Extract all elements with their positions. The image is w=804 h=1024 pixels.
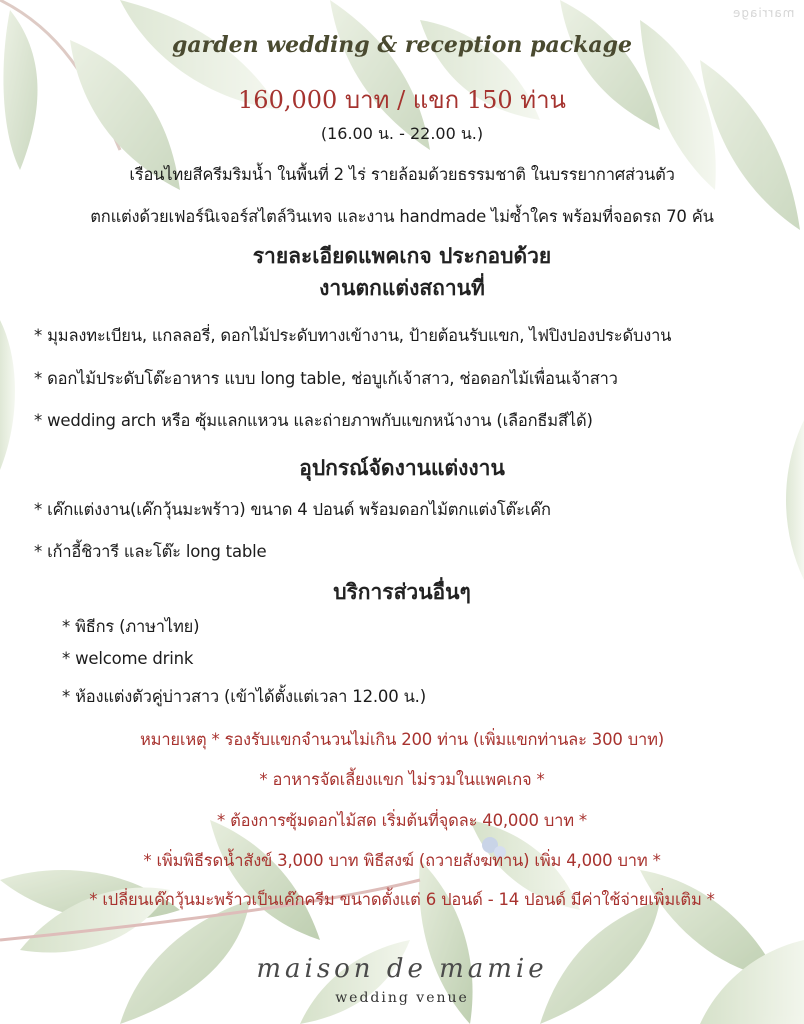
note-line: * เพิ่มพิธีรดน้ำสังข์ 3,000 บาท พิธีสงฆ์ (ถวายสังฆทาน) เพิ่ม 4,000 บาท * <box>143 851 661 870</box>
list-item: * พิธีกร (ภาษาไทย) <box>62 617 200 636</box>
note-line: * เปลี่ยนเค๊กวุ้นมะพร้าวเป็นเค๊กครีม ขนาดตั้งแต่ 6 ปอนด์ - 14 ปอนด์ มีค่าใช้จ่ายเพิ่มเติม * <box>89 890 715 909</box>
intro-line: ตกแต่งด้วยเฟอร์นิเจอร์สไตล์วินเทจ และงาน handmade ไม่ซ้ำใคร พร้อมที่จอดรถ 70 คัน <box>90 207 714 226</box>
section-heading-decoration: งานตกแต่งสถานที่ <box>319 276 485 300</box>
section-heading-services: บริการส่วนอื่นๆ <box>333 580 471 604</box>
intro-line: เรือนไทยสีครีมริมน้ำ ในพื้นที่ 2 ไร่ รายล้อมด้วยธรรมชาติ ในบรรยากาศส่วนตัว <box>129 165 675 184</box>
package-price: 160,000 บาท / แขก 150 ท่าน <box>238 86 566 114</box>
brand-logo: maison de mamie <box>256 954 548 984</box>
package-title: garden wedding & reception package <box>171 32 632 58</box>
list-item: * ห้องแต่งตัวคู่บ่าวสาว (เข้าได้ตั้งแต่เวลา 12.00 น.) <box>62 687 426 706</box>
list-item: * ดอกไม้ประดับโต๊ะอาหาร แบบ long table, ช่อบูเก้เจ้าสาว, ช่อดอกไม้เพื่อนเจ้าสาว <box>34 369 618 388</box>
section-heading-equipment: อุปกรณ์จัดงานแต่งงาน <box>299 456 505 480</box>
list-item: * เก้าอี้ชิวารี และโต๊ะ long table <box>34 542 267 561</box>
event-hours: (16.00 น. - 22.00 น.) <box>320 124 484 143</box>
package-heading: รายละเอียดแพคเกจ ประกอบด้วย <box>252 244 552 268</box>
list-item: * welcome drink <box>62 649 194 668</box>
watermark: marriage <box>731 6 794 20</box>
list-item: * เค๊กแต่งงาน(เค๊กวุ้นมะพร้าว) ขนาด 4 ปอนด์ พร้อมดอกไม้ตกแต่งโต๊ะเค๊ก <box>34 500 551 519</box>
note-line: * ต้องการซุ้มดอกไม้สด เริ่มต้นที่จุดละ 40,000 บาท * <box>217 811 587 830</box>
note-line: * อาหารจัดเลี้ยงแขก ไม่รวมในแพคเกจ * <box>259 770 545 789</box>
brand-subtitle: wedding venue <box>335 990 469 1006</box>
list-item: * มุมลงทะเบียน, แกลลอรี่, ดอกไม้ประดับทางเข้างาน, ป้ายต้อนรับแขก, ไฟปิงปองประดับงาน <box>34 326 672 345</box>
note-line: หมายเหตุ * รองรับแขกจำนวนไม่เกิน 200 ท่าน (เพิ่มแขกท่านละ 300 บาท) <box>140 730 664 749</box>
list-item: * wedding arch หรือ ซุ้มแลกแหวน และถ่ายภาพกับแขกหน้างาน (เลือกธีมสีได้) <box>34 411 593 430</box>
